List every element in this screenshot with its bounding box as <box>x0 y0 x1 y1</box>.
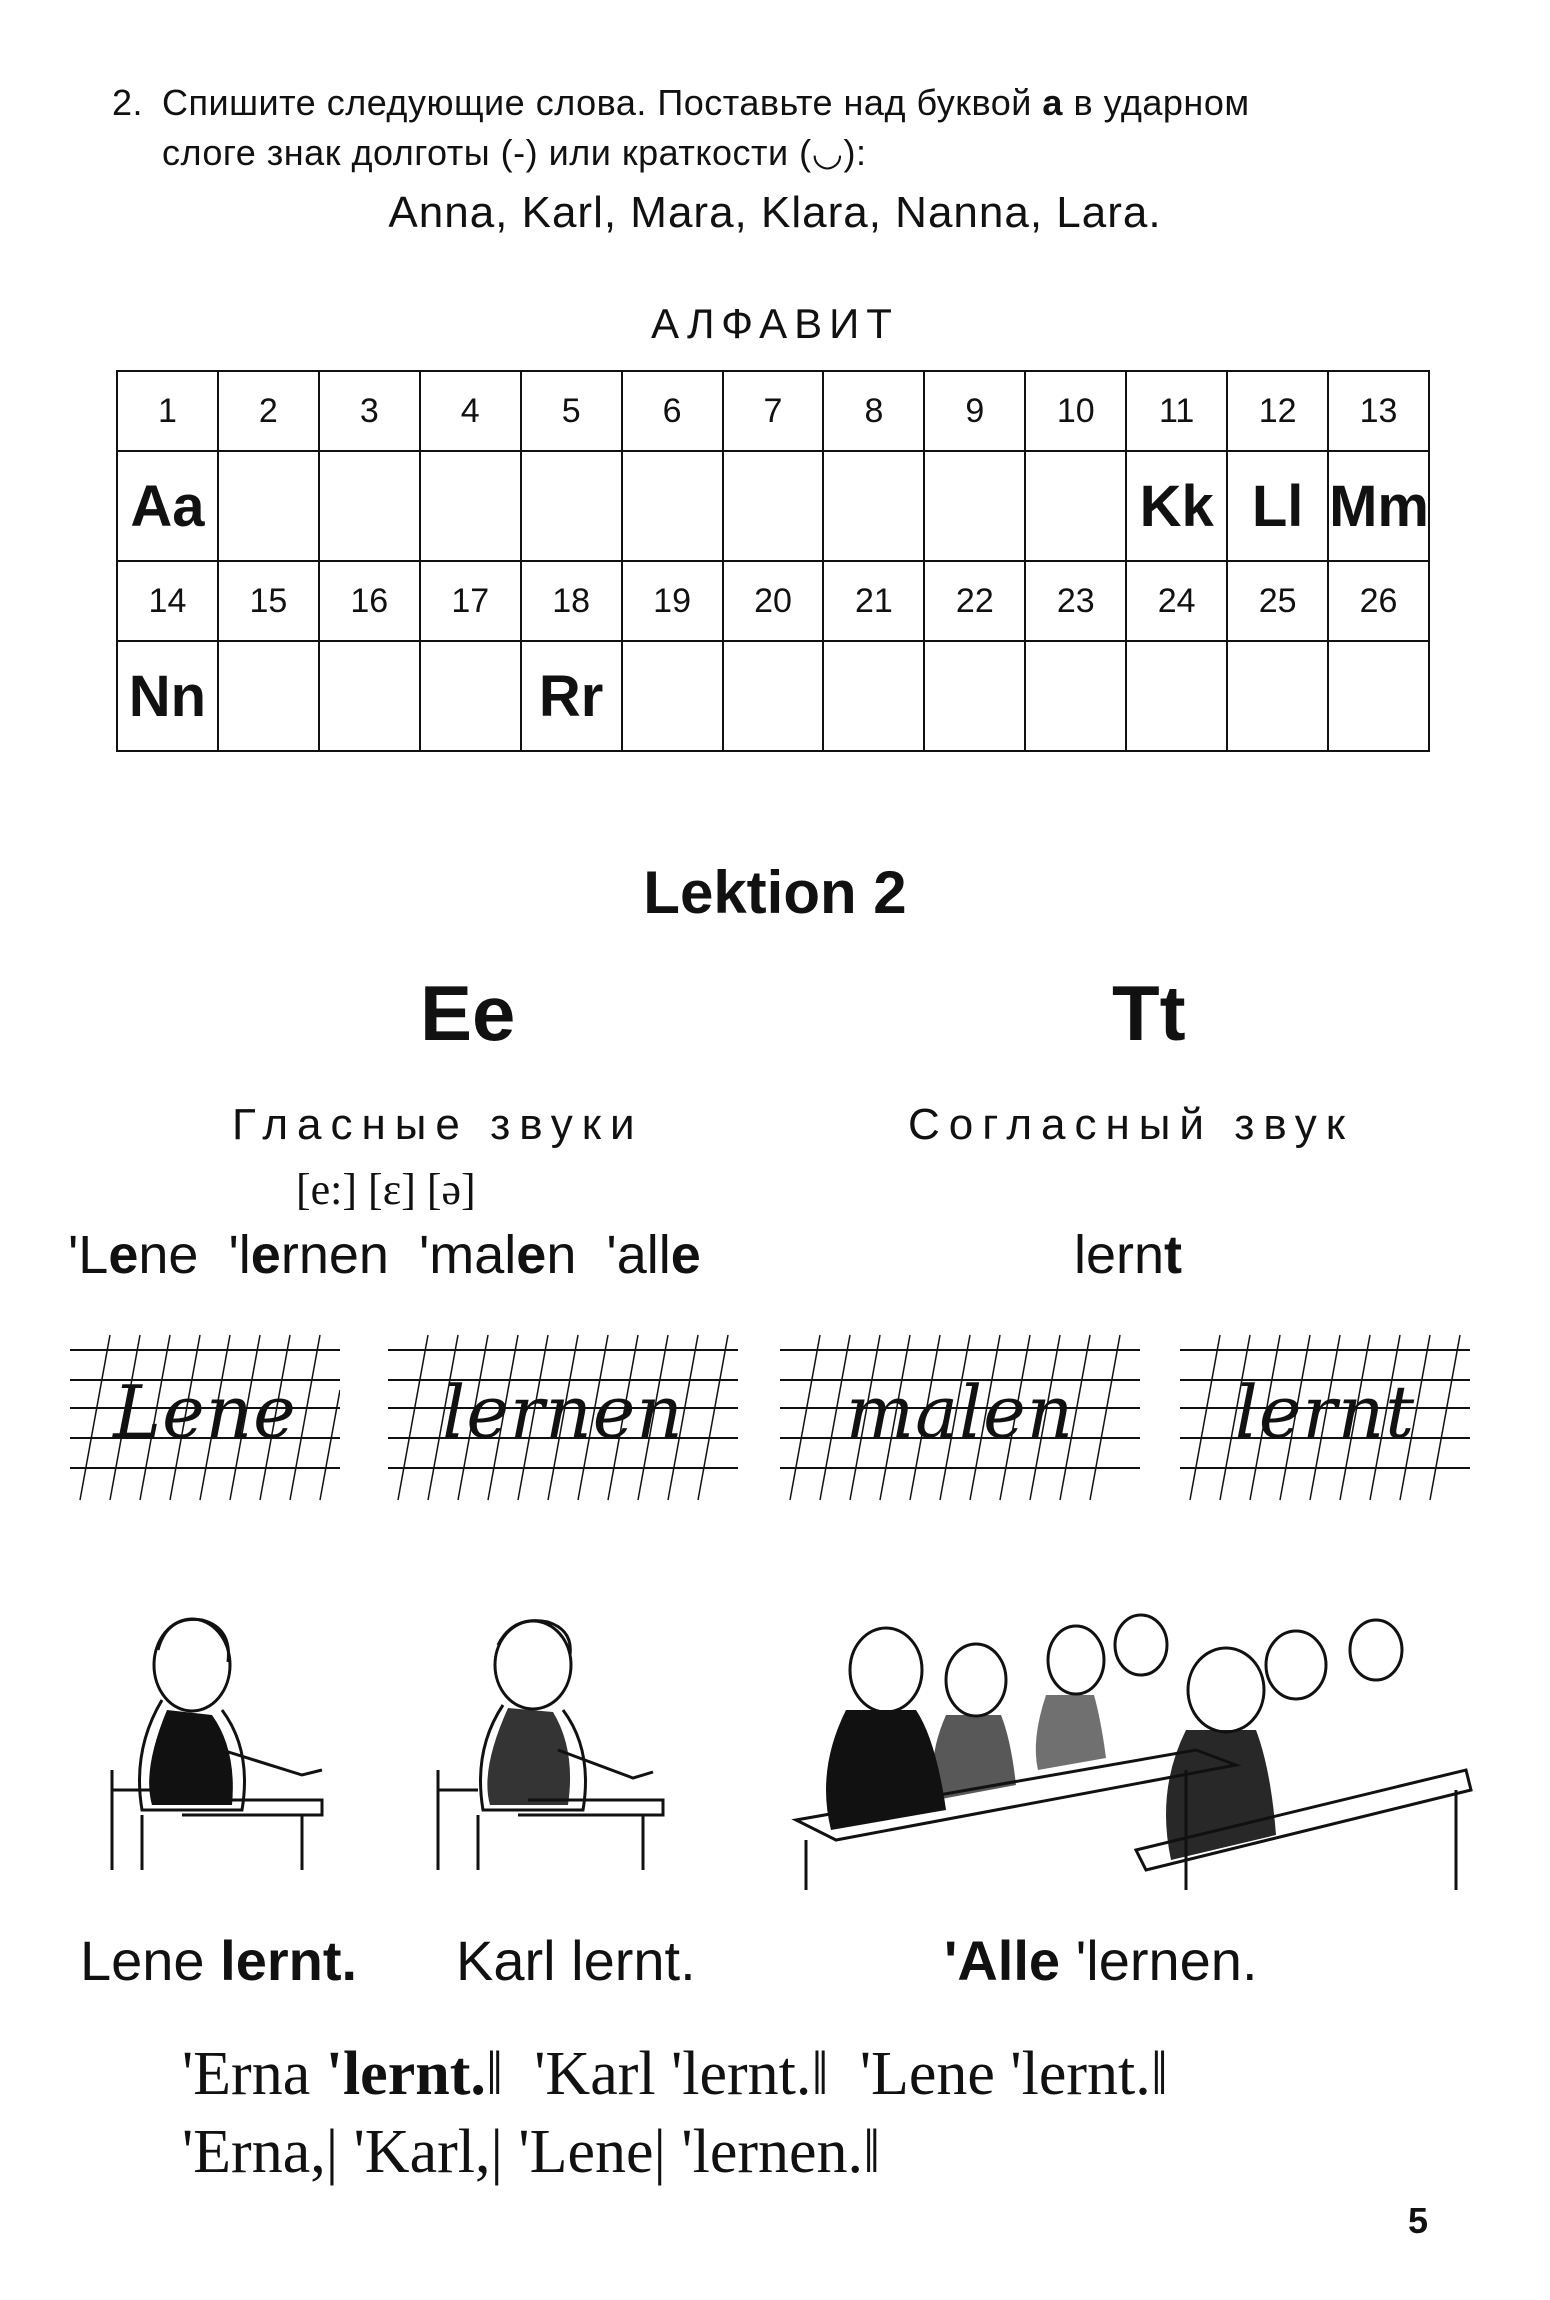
alphabet-letter <box>319 641 420 751</box>
intonation-line-1: 'Erna 'lernt.‖ 'Karl 'lernt.‖ 'Lene 'lernt.‖ <box>182 2040 1169 2108</box>
alphabet-letter <box>218 641 319 751</box>
alphabet-number: 10 <box>1025 371 1126 451</box>
alphabet-letter: Rr <box>521 641 622 751</box>
alphabet-number: 1 <box>117 371 218 451</box>
alphabet-letter <box>1025 641 1126 751</box>
cursive-word: lernen <box>442 1370 684 1454</box>
cursive-word: lernt <box>1234 1370 1416 1454</box>
alphabet-number: 26 <box>1328 561 1429 641</box>
alphabet-number: 2 <box>218 371 319 451</box>
alphabet-number: 5 <box>521 371 622 451</box>
vowels-heading: Гласные звуки <box>232 1100 644 1149</box>
alphabet-number: 25 <box>1227 561 1328 641</box>
alphabet-letter <box>218 451 319 561</box>
classroom-illustration <box>776 1590 1476 1890</box>
alphabet-number: 12 <box>1227 371 1328 451</box>
alphabet-number: 4 <box>420 371 521 451</box>
task-2 <box>112 78 1452 178</box>
sentence-karl: Karl lernt. <box>456 1929 696 1992</box>
alphabet-letter <box>622 451 723 561</box>
girl-writing-illustration <box>72 1600 332 1880</box>
alphabet-number: 21 <box>823 561 924 641</box>
task-line-1 <box>112 78 1452 128</box>
alphabet-letter <box>319 451 420 561</box>
word-malen: 'malen <box>418 1225 577 1285</box>
page-number: 5 <box>1408 2200 1429 2241</box>
alphabet-letter <box>823 641 924 751</box>
task-text-1: Спишите следующие слова. Поставьте над буквой <box>162 82 1032 123</box>
alphabet-letter <box>723 451 824 561</box>
alphabet-letter <box>420 451 521 561</box>
phonetic-transcription: [e:] [ɛ] [ə] <box>296 1165 476 1214</box>
alphabet-number: 19 <box>622 561 723 641</box>
alphabet-number: 9 <box>924 371 1025 451</box>
alphabet-number: 11 <box>1126 371 1227 451</box>
alphabet-number: 20 <box>723 561 824 641</box>
alphabet-letter <box>1328 641 1429 751</box>
boy-writing-illustration <box>418 1600 668 1880</box>
word-lernen: 'lernen <box>228 1225 389 1285</box>
alphabet-letter <box>924 451 1025 561</box>
alphabet-letter: Mm <box>1328 451 1429 561</box>
cursive-word: Lene <box>113 1370 297 1454</box>
alphabet-table <box>116 370 1430 752</box>
alphabet-number: 24 <box>1126 561 1227 641</box>
alphabet-number: 17 <box>420 561 521 641</box>
alphabet-number: 15 <box>218 561 319 641</box>
alphabet-letter <box>1025 451 1126 561</box>
alphabet-letter <box>924 641 1025 751</box>
word-lene: 'Lene <box>68 1225 199 1285</box>
alphabet-letter <box>420 641 521 751</box>
alphabet-number: 16 <box>319 561 420 641</box>
word-alle: 'alle <box>606 1225 701 1285</box>
alphabet-letter <box>1126 641 1227 751</box>
task-letter: a <box>1042 82 1063 123</box>
alphabet-letter <box>622 641 723 751</box>
alphabet-letter: Nn <box>128 663 207 729</box>
alphabet-letter <box>521 451 622 561</box>
lesson-title: Lektion 2 <box>643 859 907 926</box>
names-list: Anna, Karl, Mara, Klara, Nanna, Lara. <box>388 188 1162 237</box>
alphabet-number-row <box>117 371 1429 451</box>
sentence-lene: Lene lernt. <box>80 1929 358 1992</box>
cursive-word: malen <box>845 1370 1075 1454</box>
alphabet-number: 18 <box>521 561 622 641</box>
alphabet-title: АЛФАВИТ <box>651 300 899 347</box>
task-line-2: слоге знак долготы (-) или краткости (◡): <box>162 132 867 173</box>
sentence-alle: 'Alle 'lernen. <box>944 1929 1258 1992</box>
alphabet-number: 14 <box>117 561 218 641</box>
alphabet-number: 7 <box>723 371 824 451</box>
alphabet-letter: Ll <box>1227 451 1328 561</box>
letter-tt: Tt <box>1112 969 1186 1057</box>
alphabet-number: 22 <box>924 561 1025 641</box>
alphabet-letter: Kk <box>1126 451 1227 561</box>
alphabet-number: 8 <box>823 371 924 451</box>
task-text-1-end: в ударном <box>1073 82 1250 123</box>
alphabet-letter: Aa <box>130 473 205 539</box>
alphabet-number: 6 <box>622 371 723 451</box>
alphabet-letter-row <box>117 451 1429 561</box>
consonant-heading: Согласный звук <box>908 1100 1355 1149</box>
cursive-box <box>1180 1330 1470 1510</box>
example-words-vowels <box>68 1224 701 1286</box>
example-word-consonant: lernt <box>1074 1225 1183 1285</box>
alphabet-letter-row <box>117 641 1429 751</box>
cursive-box <box>70 1330 340 1510</box>
alphabet-letter <box>1227 641 1328 751</box>
alphabet-number: 3 <box>319 371 420 451</box>
letter-ee: Ee <box>420 969 516 1057</box>
alphabet-letter <box>823 451 924 561</box>
intonation-line-2: 'Erna,| 'Karl,| 'Lene| 'lernen.‖ <box>182 2118 881 2186</box>
task-number: 2. <box>112 82 144 123</box>
cursive-box <box>388 1330 738 1510</box>
cursive-box <box>780 1330 1140 1510</box>
alphabet-letter <box>723 641 824 751</box>
alphabet-number: 23 <box>1025 561 1126 641</box>
alphabet-number-row <box>117 561 1429 641</box>
alphabet-number: 13 <box>1328 371 1429 451</box>
